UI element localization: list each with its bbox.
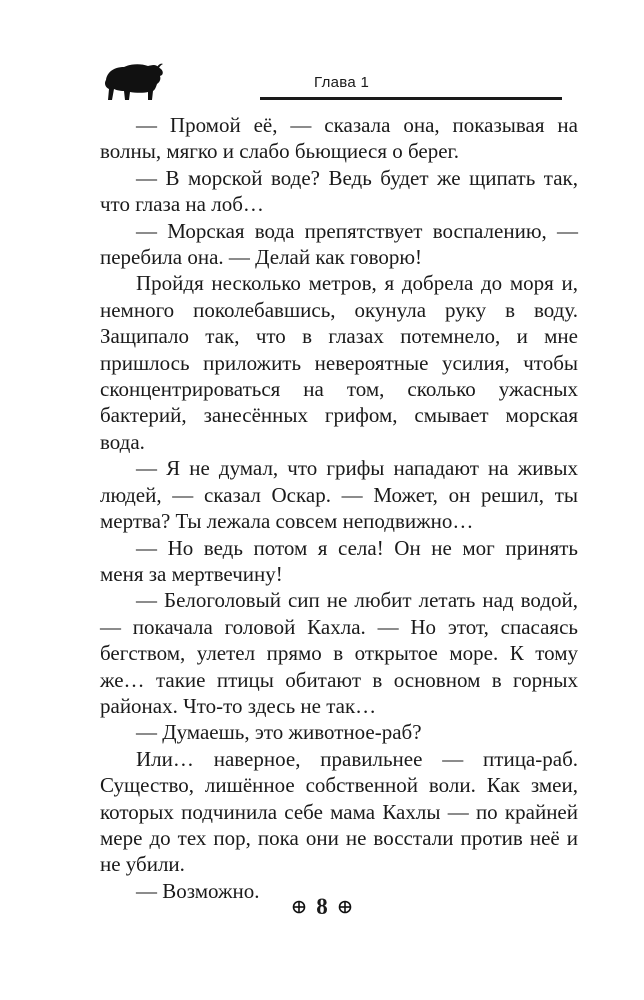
paragraph: — Думаешь, это животное-раб?: [136, 720, 422, 745]
paragraph: — Возможно.: [136, 878, 260, 903]
page-body: [100, 112, 578, 904]
paragraph: — Белоголовый сип не любит летать над водой, — покачала головой Кахла. — Но этот, спасаясь бегством, улетел прямо в открытое море. К тому же… такие птицы обитают в основном в горных районах. Что-то здесь не так…: [100, 588, 578, 718]
paragraph: — Я не думал, что грифы нападают на живых людей, — сказал Оскар. — Может, он решил, ты мертва? Ты лежала совсем неподвижно…: [100, 456, 578, 534]
paragraph: — В морской воде? Ведь будет же щипать так, что глаза на лоб…: [100, 165, 578, 217]
paragraph: Пройдя несколько метров, я добрела до моря и, немного поколебавшись, окунула руку в воду. Защипало так, что в глазах потемнело, и мне пришлось приложить невероятные усилия, чтобы сконцентрироваться на том, сколько ужасных бактерий, занесённых грифом, смывает морская вода.: [100, 271, 578, 454]
paragraph: — Морская вода препятствует воспалению, — перебила она. — Делай как говорю!: [100, 218, 578, 270]
paragraph: — Но ведь потом я села! Он не мог принять меня за мертвечину!: [100, 535, 578, 586]
crosshair-circle-icon: [338, 900, 352, 914]
running-header: [100, 56, 562, 106]
page-footer: [0, 894, 644, 920]
page-number: 8: [316, 894, 328, 919]
crosshair-circle-icon: [292, 900, 306, 914]
header-rule: [260, 97, 562, 100]
paragraph: Или… наверное, правильнее — птица-раб. Существо, лишённое собственной воли. Как змеи, которых подчинила себе мама Кахлы — по крайней мере до тех пор, пока они не восстали против неё и не убили.: [100, 746, 578, 877]
chapter-title: Глава 1: [314, 74, 370, 91]
paragraph: — Промой её, — сказала она, показывая на волны, мягко и слабо бьющиеся о берег.: [100, 113, 578, 164]
bison-icon: [100, 60, 168, 102]
